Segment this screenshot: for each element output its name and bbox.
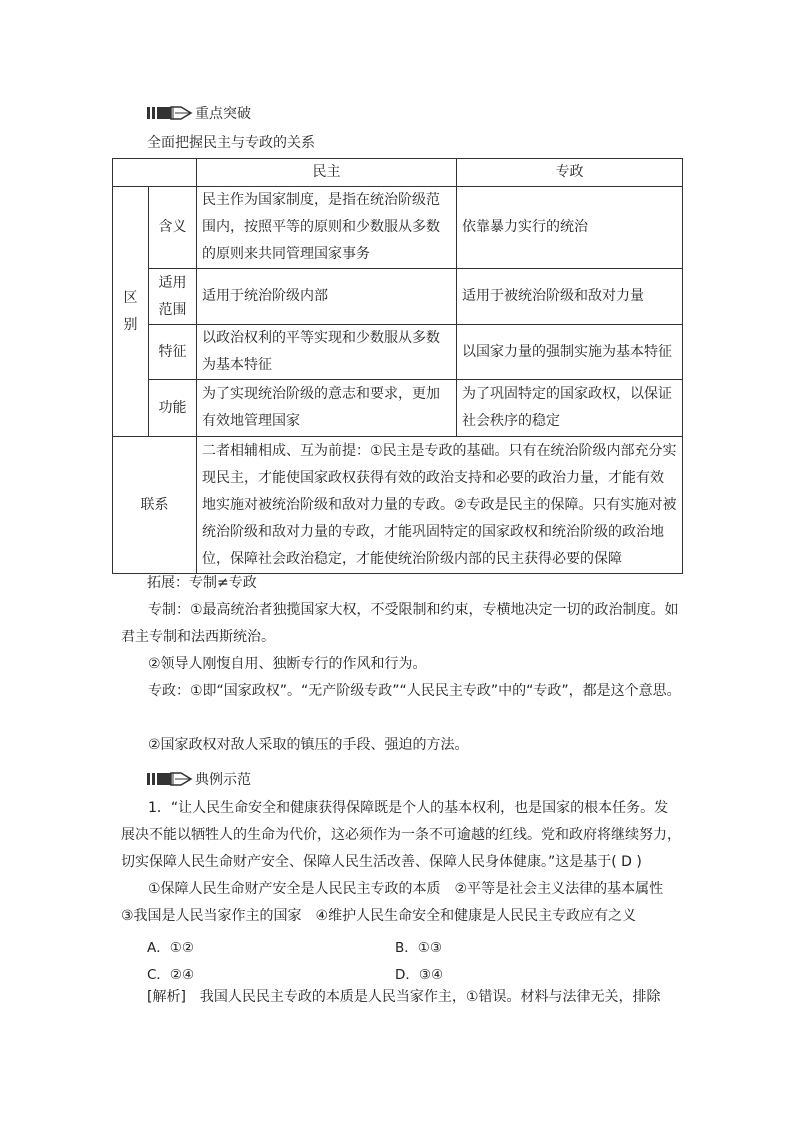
table-row-scope (113, 269, 683, 325)
extension-paragraph-4: ②国家政权对敌人采取的镇压的手段、强迫的方法。 (148, 737, 469, 753)
header-democracy: 民主 (197, 159, 457, 187)
row-label-feature: 特征 (149, 325, 197, 380)
extension-title: 拓展：专制≠专政 (147, 575, 257, 591)
extension-paragraph-1: 专制：①最高统治者独揽国家大权，不受限制和约束，专横地决定一切的政治制度。如君主专制和法西斯统治。 (121, 602, 679, 645)
section-heading-key-points (147, 102, 251, 124)
cell-democracy-scope: 适用于统治阶级内部 (197, 269, 457, 325)
pen-nib-icon (147, 771, 193, 787)
group-label-char-1: 区 (123, 289, 138, 306)
group-label-char-2: 别 (123, 316, 138, 333)
option-c: C．②④ (147, 967, 195, 983)
question-statements: ①保障人民生命财产安全是人民民主专政的本质 ②平等是社会主义法律的基本属性 ③我国是人民当家作主的国家 ④维护人民生命安全和健康是人民民主专政应有之义 (121, 881, 678, 924)
cell-connection: 二者相辅相成、互为前提：①民主是专政的基础。只有在统治阶级内部充分实现民主，才能使国家政权获得有效的政治支持和必要的政治力量，才能有效地实施对被统治阶级和敌对力量的专政。②专政是民主的保障。只有实施对被统治阶级和敌对力量的专政，才能巩固特定的国家政权和统治阶级的政治地位，保障社会政治稳定，才能使统治阶级内部的民主获得必要的保障 (197, 437, 683, 574)
option-a: A．①② (147, 940, 194, 956)
section-heading-example (147, 768, 251, 790)
row-label-scope-line-1: 适用 (158, 274, 187, 291)
group-label-difference (113, 187, 149, 437)
section-title: 典例示范 (195, 772, 251, 788)
answer-analysis: [解析] 我国人民民主专政的本质是人民当家作主，①错误。材料与法律无关，排除 (147, 989, 661, 1005)
row-label-scope (149, 269, 197, 325)
comparison-table (112, 158, 683, 574)
cell-dictatorship-scope: 适用于被统治阶级和敌对力量 (457, 269, 683, 325)
row-label-connection: 联系 (113, 437, 197, 574)
cell-democracy-function: 为了实现统治阶级的意志和要求，更加有效地管理国家 (197, 380, 457, 437)
section-title: 重点突破 (195, 106, 251, 122)
table-row-function (113, 380, 683, 437)
cell-democracy-feature: 以政治权利的平等实现和少数服从多数为基本特征 (197, 325, 457, 380)
row-label-meaning: 含义 (149, 187, 197, 269)
extension-paragraph-3: 专政：①即“国家政权”。“无产阶级专政”“人民民主专政”中的“专政”，都是这个意思。 (148, 683, 681, 699)
header-empty-cell (113, 159, 197, 187)
extension-paragraph-2: ②领导人刚愎自用、独断专行的作风和行为。 (148, 656, 427, 672)
table-row-feature (113, 325, 683, 380)
cell-dictatorship-meaning: 依靠暴力实行的统治 (457, 187, 683, 269)
table-row-meaning (113, 187, 683, 269)
table-intro: 全面把握民主与专政的关系 (147, 135, 315, 151)
row-label-scope-line-2: 范围 (158, 301, 187, 318)
row-label-function: 功能 (149, 380, 197, 437)
pen-nib-icon (147, 105, 193, 121)
table-row-connection (113, 437, 683, 574)
cell-dictatorship-feature: 以国家力量的强制实施为基本特征 (457, 325, 683, 380)
option-b: B．①③ (395, 940, 442, 956)
cell-dictatorship-function: 为了巩固特定的国家政权，以保证社会秩序的稳定 (457, 380, 683, 437)
cell-democracy-meaning: 民主作为国家制度，是指在统治阶级范围内，按照平等的原则和少数服从多数的原则来共同管理国家事务 (197, 187, 457, 269)
header-dictatorship: 专政 (457, 159, 683, 187)
question-stem: 1．“让人民生命安全和健康获得保障既是个人的基本权利，也是国家的根本任务。发展决不能以牺牲人的生命为代价，这必须作为一条不可逾越的红线。党和政府将继续努力，切实保障人民生命财产安全、保障人民生活改善、保障人民身体健康。”这是基于( D ) (121, 800, 681, 870)
table-header-row (113, 159, 683, 187)
option-d: D．③④ (395, 967, 444, 983)
